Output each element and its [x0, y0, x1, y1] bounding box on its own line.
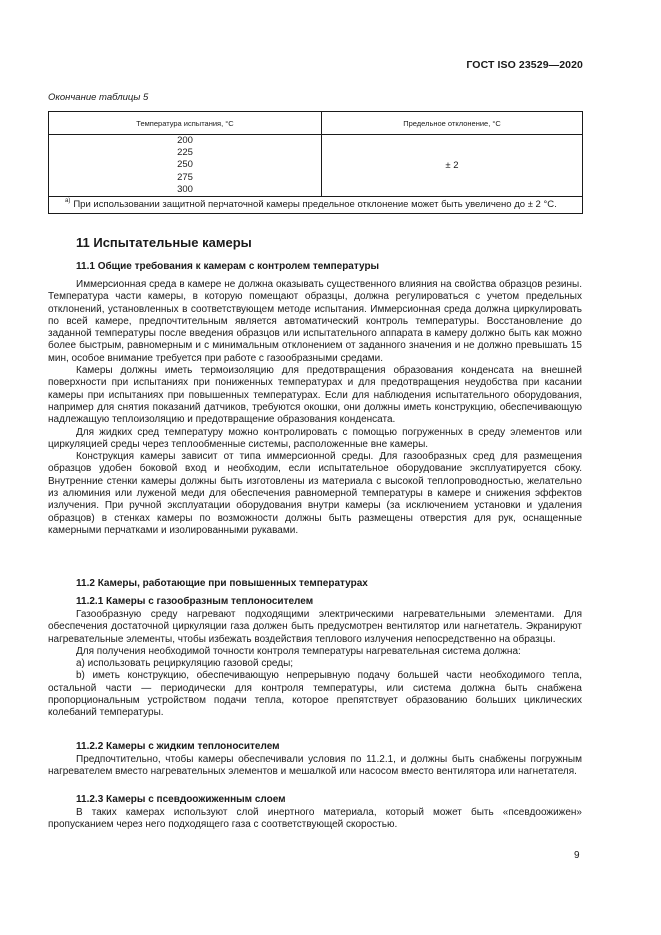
table-caption: Окончание таблицы 5: [48, 92, 149, 103]
table-footnote-row: [49, 197, 583, 214]
temperature-table: [48, 111, 583, 214]
deviation-cell: ± 2: [322, 135, 583, 197]
table-row: [49, 135, 583, 197]
table-footnote: [49, 197, 583, 214]
temp-value: 275: [177, 171, 193, 183]
standard-code: ГОСТ ISO 23529—2020: [466, 59, 583, 71]
paragraph: Иммерсионная среда в камере не должна оказывать существенного влияния на свойства образцов резины. Температура части камеры, в которую помещают образцы, должна регулироваться с учетом предельных отклонений, установленных в соответствующем методе испытания. Иммерсионная среда должна циркулировать по всей камере, предпочтительным является автоматический контроль температуры. Восстановление до заданной температуры после введения образцов или испытательного аппарата в камеру должно быть как можно более быстрым, равномерным и с минимальным отклонением от заданного значения и не должно превышать 15 мин, особое внимание требуется при работе с газообразными средами.: [48, 279, 582, 364]
col-dev-header: Предельное отклонение, °С: [322, 112, 583, 135]
section-11-2-2-body: [48, 754, 582, 779]
col-temp-header: Температура испытания, °С: [49, 112, 322, 135]
paragraph: Конструкция камеры зависит от типа иммерсионной среды. Для газообразных сред для размещения образцов удобен боковой вход и необходим, если испытательное оборудование эксплуатируется сбоку. Внутренние стенки камеры должны быть изготовлены из материала с высокой теплопроводностью, желательно из алюминия или луженой меди для обеспечения равномерной температуры в камере и снижения эффектов излучения. При ручной эксплуатации оборудования внутри камеры (за исключением установки и удаления образцов) в стенках камеры по возможности должны быть размещены отверстия для рук, оснащенные камерными перчатками и изолированными рукавами.: [48, 451, 582, 536]
section-title: 11 Испытательные камеры: [76, 235, 252, 250]
paragraph: Газообразную среду нагревают подходящими электрическими нагревательными элементами. Для обеспечения достаточной циркуляции газа должен быть предусмотрен вентилятор или нагнетатель. Экранируют нагревательные элементы, чтобы избежать воздействия теплового излучения непосредственно на образцы.: [48, 609, 582, 645]
footnote-text: При использовании защитной перчаточной камеры предельное отклонение может быть увеличено до ± 2 °С.: [73, 199, 557, 211]
subsection-title-11-2-1: 11.2.1 Камеры с газообразным теплоносителем: [76, 596, 314, 607]
section-11-2-3-body: [48, 807, 582, 832]
table-header-row: [49, 112, 583, 135]
section-11-1-body: [48, 279, 582, 537]
temperatures-cell: [49, 135, 322, 197]
temp-value: 300: [177, 183, 193, 195]
subsection-title-11-2-3: 11.2.3 Камеры с псевдоожиженным слоем: [76, 794, 286, 805]
temp-value: 200: [177, 135, 193, 146]
paragraph: а) использовать рециркуляцию газовой среды;: [76, 658, 294, 670]
subsection-title-11-2: 11.2 Камеры, работающие при повышенных температурах: [76, 578, 368, 589]
paragraph: Для получения необходимой точности контроля температуры нагревательная система должна:: [76, 645, 521, 657]
subsection-title-11-1: 11.1 Общие требования к камерам с контролем температуры: [76, 261, 380, 272]
paragraph: В таких камерах используют слой инертного материала, который может быть «псевдоожижен» пропусканием через него подходящего газа с соответствующей скоростью.: [48, 807, 582, 831]
paragraph: b) иметь конструкцию, обеспечивающую непрерывную подачу большей части необходимого тепла, остальной части — периодически для контроля температуры, или система должна быть снабжена пропорциональным устройством подачи тепла, которое препятствует образованию больших циклических колебаний температуры.: [48, 670, 582, 719]
section-11-2-1-body: [48, 609, 582, 720]
temp-value: 250: [177, 159, 193, 171]
paragraph: Для жидких сред температуру можно контролировать с помощью погруженных в среду элементов или циркуляцией среды через теплообменные системы, расположенные вне камеры.: [48, 426, 582, 450]
subsection-title-11-2-2: 11.2.2 Камеры с жидким теплоносителем: [76, 741, 280, 752]
page-number: 9: [574, 850, 580, 861]
paragraph: Предпочтительно, чтобы камеры обеспечивали условия по 11.2.1, и должны быть снабжены погружным нагревателем вместо нагревательных элементов и мешалкой или насосом вместо вентилятора или нагнетателя.: [48, 754, 582, 778]
temp-value: 225: [177, 147, 193, 159]
footnote-mark: a): [65, 198, 71, 205]
paragraph: Камеры должны иметь термоизоляцию для предотвращения образования конденсата на внешней поверхности при испытаниях при пониженных температурах и для предотвращения неудобства при касании камеры при испытаниях при повышенных температурах. Если для наблюдения испытательного оборудования, например для снятия показаний датчиков, требуются окошки, они должны иметь конструкцию, обеспечивающую надлежащую теплоизоляцию и предотвращение образования конденсата.: [48, 365, 582, 426]
